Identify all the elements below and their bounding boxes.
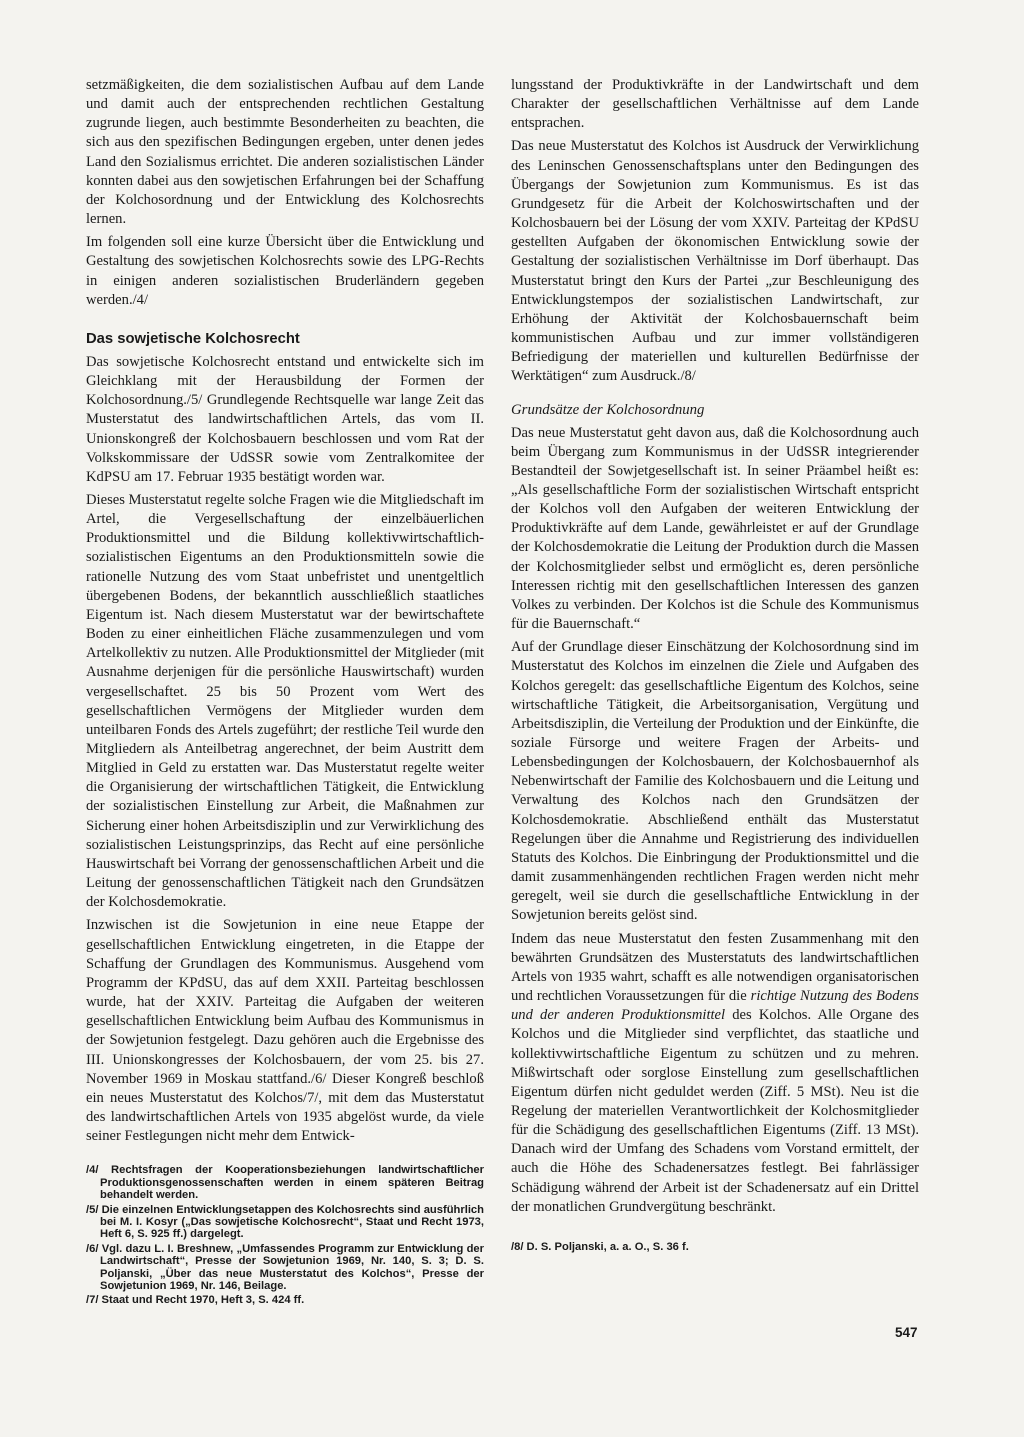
footnote: /8/ D. S. Poljanski, a. a. O., S. 36 f.: [511, 1240, 689, 1253]
footnotes: [511, 1241, 919, 1253]
footnote: /6/ Vgl. dazu L. I. Breshnew, „Umfassendes Programm zur Entwicklung der Landwirtschaft“, Presse der Sowjetunion 1969, Nr. 140, S. 3; D. S. Poljanski, „Über das neue Musterstatut des Kolchos“, Presse der Sowjetunion 1969, Nr. 146, Beilage.: [86, 1242, 484, 1292]
text-run: Indem das neue Musterstatut den festen Zusammenhang mit den bewährten Grundsätzen des Musterstatuts des landwirtschaftlichen Artels von 1935 wahrt, schafft es alle notwendigen organisatorischen und rechtlichen Voraussetzungen für die: [511, 930, 919, 1005]
emphasized-text: richtige Nutzung des Bodens und der anderen Produktionsmittel: [511, 988, 919, 1024]
paragraph: Dieses Musterstatut regelte solche Fragen wie die Mitgliedschaft im Artel, die Vergesellschaftung der einzelbäuerlichen Produktionsmittel und die Bildung kollektivwirtschaftlich-sozialistischen Eigentums an den Produktionsmitteln sowie die rationelle Nutzung des vom Staat unbefristet und unentgeltlich übergebenen Bodens, der bekanntlich ausschließlich staatliches Eigentum ist. Nach diesem Musterstatut war der bewirtschaftete Boden zu einer einheitlichen Fläche zusammenzulegen und vom Artelkollektiv zu nutzen. Alle Produktionsmittel der Mitglieder (mit Ausnahme derjenigen für die persönliche Hauswirtschaft) wurden vergesellschaftet. 25 bis 50 Prozent vom Wert des gesellschaftlichen Vermögens der Mitglieder wurden dem unteilbaren Fonds des Artels zugeführt; der restliche Teil wurde den Mitgliedern als Anteilbetrag angerechnet, der beim Austritt dem Mitglied in Geld zu erstatten war. Das Musterstatut regelte weiter die Organisierung der wirtschaftlichen Tätigkeit, die Entwicklung der sozialistischen Einstellung zur Arbeit, die Maßnahmen zur Sicherung einer hohen Arbeitsdisziplin und zur Verwirklichung des sozialistischen Leistungsprinzips, das Recht auf eine persönliche Hauswirtschaft bei Vorrang der genossenschaftlichen Arbeit und die Leitung der genossenschaftlichen Tätigkeit nach den Grundsätzen der Kolchosdemokratie.: [86, 491, 484, 911]
footnotes: [86, 1164, 484, 1306]
paragraph: Das neue Musterstatut geht davon aus, daß die Kolchosordnung auch beim Übergang zum Kommunismus in der UdSSR integrierender Bestandteil der Sowjetgesellschaft ist. In seiner Präambel heißt es: „Als gesellschaftliche Form der sozialistischen Wirtschaft entspricht der Kolchos voll den Aufgaben der weiteren Entwicklung der Produktivkräfte auf dem Lande, gewährleistet er auf der Grundlage der Kolchosdemokratie die Leitung der Produktion durch die Massen der Kolchosmitglieder selbst und ermöglicht es, deren persönliche Interessen richtig mit den gesellschaftlichen Interessen des ganzen Volkes zu verbinden. Der Kolchos ist die Schule des Kommunismus für die Bauernschaft.“: [511, 424, 919, 633]
section-heading: Das sowjetische Kolchosrecht: [86, 330, 300, 347]
footnote: /7/ Staat und Recht 1970, Heft 3, S. 424 ff.: [86, 1294, 305, 1307]
footnote: /5/ Die einzelnen Entwicklungsetappen des Kolchosrechts sind ausführlich bei M. I. Kosyr („Das sowjetische Kolchosrecht“, Staat und Recht 1973, Heft 6, S. 925 ff.) dargelegt.: [86, 1203, 484, 1241]
paragraph: lungsstand der Produktivkräfte in der Landwirtschaft und dem Charakter der gesellschaftlichen Verhältnisse auf dem Lande entsprachen.: [511, 77, 919, 132]
paragraph: [511, 930, 919, 1217]
paragraph: Auf der Grundlage dieser Einschätzung der Kolchosordnung sind im Musterstatut des Kolchos im einzelnen die Ziele und Aufgaben des Kolchos geregelt: das gesellschaftliche Eigentum des Kolchos, seine wirtschaftliche Tätigkeit, die Arbeitsorganisation, Vergütung und Arbeitsdisziplin, die Verteilung der Produktion und der Einkünfte, die soziale Fürsorge und weitere Fragen der Arbeits- und Lebensbedingungen der Kolchosbauern, der Kolchosbauernhof als Nebenwirtschaft der Familie des Kolchosbauern und die Leitung und Verwaltung des Kolchos nach den Grundsätzen der Kolchosdemokratie. Abschließend enthält das Musterstatut Regelungen über die Annahme und Registrierung des individuellen Statuts des Kolchos. Die Einbringung der Produktionsmittel und die damit zusammenhängenden rechtlichen Fragen werden nicht mehr geregelt, weil sie durch die gesellschaftliche Entwicklung in der Sowjetunion bereits gelöst sind.: [511, 639, 919, 924]
right-column: [511, 76, 919, 1255]
page-number: 547: [895, 1325, 918, 1340]
paragraph: Inzwischen ist die Sowjetunion in eine neue Etappe der gesellschaftlichen Entwicklung eingetreten, in die Etappe der Schaffung der Grundlagen des Kommunismus. Ausgehend vom Programm der KPdSU, das auf dem XXII. Parteitag beschlossen wurde, hat der XXIV. Parteitag die Aufgaben der weiteren gesellschaftlichen Entwicklung beim Aufbau des Kommunismus in der Sowjetunion festgelegt. Dazu gehören auch die Ergebnisse des III. Unionskongresses der Kolchosbauern, der vom 25. bis 27. November 1969 in Moskau stattfand./6/ Dieser Kongreß beschloß ein neues Musterstatut des Kolchos/7/, mit dem das Musterstatut des landwirtschaftlichen Artels von 1935 abgelöst wurde, da viele seiner Festlegungen nicht mehr dem Entwick-: [86, 917, 484, 1145]
paragraph: setzmäßigkeiten, die dem sozialistischen Aufbau auf dem Lande und damit auch der entsprechenden rechtlichen Gestaltung zugrunde liegen, auch bestimmte Besonderheiten zu beachten, die sich aus den spezifischen Bedingungen ergeben, unter denen jedes Land den Sozialismus errichtet. Die anderen sozialistischen Länder konnten dabei aus den sowjetischen Erfahrungen bei der Schaffung der Kolchosordnung und der Entwicklung des Kolchosrechts lernen.: [86, 77, 484, 228]
footnote: /4/ Rechtsfragen der Kooperationsbeziehungen landwirtschaftlicher Produktionsgenossenschaften werden in einem späteren Beitrag behandelt werden.: [86, 1164, 484, 1202]
text-run: des Kolchos. Alle Organe des Kolchos und die Mitglieder sind verpflichtet, das staatliche und kollektivwirtschaftliche Eigentum zu schützen und zu mehren. Mißwirtschaft oder sorglose Einstellung zum gesellschaftlichen Eigentum dürfen nicht geduldet werden (Ziff. 5 MSt). Neu ist die Regelung der materiellen Verantwortlichkeit der Kolchosmitglieder für die Schädigung des gesellschaftlichen Eigentums (Ziff. 13 MSt). Danach wird der Umfang des Schadens vom Vorstand ermittelt, der auch die Höhe des Schadenersatzes festlegt. Bei fahrlässiger Schädigung während der Arbeit ist der Schadenersatz auf ein Drittel der monatlichen Grundvergütung beschränkt.: [511, 1007, 919, 1215]
subsection-heading: Grundsätze der Kolchosordnung: [511, 401, 705, 418]
paragraph: Das sowjetische Kolchosrecht entstand und entwickelte sich im Gleichklang mit der Herausbildung der Formen der Kolchosordnung./5/ Grundlegende Rechtsquelle war lange Zeit das Musterstatut des landwirtschaftlichen Artels, das vom II. Unionskongreß der Kolchosbauern beschlossen und vom Rat der Volkskommissare der UdSSR sowie vom Zentralkomitee der KdPSU am 17. Februar 1935 bestätigt worden war.: [86, 353, 484, 485]
paragraph: Im folgenden soll eine kurze Übersicht über die Entwicklung und Gestaltung des sowjetischen Kolchosrechts sowie des LPG-Rechts in einigen anderen sozialistischen Bruderländern gegeben werden./4/: [86, 234, 484, 308]
paragraph: Das neue Musterstatut des Kolchos ist Ausdruck der Verwirklichung des Leninschen Genossenschaftsplans unter den Bedingungen des Übergangs der Sowjetunion zum Kommunismus. Es ist das Grundgesetz für die Arbeit der Kolchoswirtschaften und der Kolchosbauern bei der Lösung der vom XXIV. Parteitag der KPdSU gestellten Aufgaben der ökonomischen Entwicklung sowie der Gestaltung der sozialistischen Verhältnisse im Dorf überhaupt. Das Musterstatut bringt den Kurs der Partei „zur Beschleunigung des Entwicklungstempos der sozialistischen Landwirtschaft, zur Erhöhung der Aktivität der Kolchosbauernschaft beim kommunistischen Aufbau und zur immer vollständigeren Befriedigung der materiellen und kulturellen Bedürfnisse der Werktätigen“ zum Ausdruck./8/: [511, 138, 919, 385]
left-column: [86, 76, 484, 1309]
